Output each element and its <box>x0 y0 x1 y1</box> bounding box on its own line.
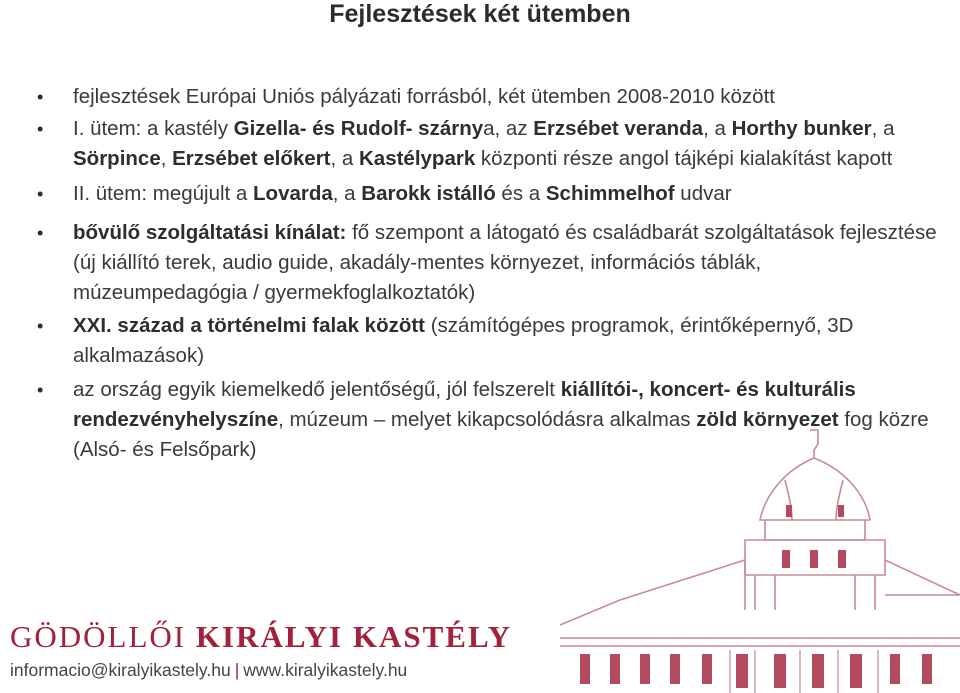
bullet-text: és a <box>495 182 546 205</box>
bullet-emphasis: Horthy bunker <box>731 117 872 140</box>
bullet-emphasis: Sörpince <box>73 147 161 170</box>
bullet-text: II. ütem: megújult a <box>73 182 254 205</box>
logo-contacts <box>10 659 512 681</box>
bullet-text: fő szempont a látogató és családbarát szolgáltatások fejlesztése (új kiállító terek, audio guide, akadály-mentes környezet, információs táblák, múzeumpedagógia / gyermekfoglalkoztatók) <box>73 221 937 304</box>
bullet-emphasis: Schimmelhof <box>545 182 675 205</box>
bullet-emphasis: Erzsébet előkert <box>172 147 331 170</box>
bullet-text: , a <box>703 117 732 140</box>
brand-logo <box>10 619 512 681</box>
email-link[interactable]: informacio@kiralyikastely.hu <box>10 660 231 680</box>
bullet-emphasis: XXI. század a történelmi falak között <box>73 314 426 337</box>
bullet-item <box>37 82 937 112</box>
bullet-text: , a <box>871 117 895 140</box>
bullet-emphasis: Kastélypark <box>359 147 476 170</box>
bullet-text: I. ütem: a kastély <box>73 117 234 140</box>
bullet-item <box>37 311 937 371</box>
contact-separator: | <box>234 660 240 680</box>
bullet-emphasis: bővülő szolgáltatási kínálat: <box>73 221 347 244</box>
logo-name-part2: KIRÁLYI KASTÉLY <box>195 619 513 654</box>
logo-name <box>10 619 512 655</box>
bullet-text: fog közre (Alsó- és Felsőpark) <box>73 408 929 461</box>
bullet-emphasis: kiállítói-, koncert- és kulturális rendezvényhelyszíne <box>73 378 856 431</box>
bullet-text: (számítógépes programok, érintőképernyő, 3D alkalmazások) <box>73 314 854 367</box>
bullet-text: fejlesztések Európai Uniós pályázati forrásból, két ütemben 2008-2010 között <box>73 85 775 108</box>
bullet-text: udvar <box>674 182 732 205</box>
bullet-text: , múzeum – melyet kikapcsolódásra alkalmas <box>278 408 697 431</box>
bullet-emphasis: Barokk istálló <box>361 182 496 205</box>
bullet-text: , <box>160 147 173 170</box>
bullet-text: , a <box>330 147 359 170</box>
bullet-list <box>37 82 937 465</box>
palace-drawing <box>560 410 960 693</box>
bullet-text: , a <box>332 182 362 205</box>
bullet-text: a, az <box>483 117 534 140</box>
slide-title: Fejlesztések két ütemben <box>329 0 631 28</box>
bullet-emphasis: zöld környezet <box>696 408 839 431</box>
logo-name-part1: GÖDÖLLŐI <box>10 619 187 654</box>
bullet-emphasis: Gizella- és Rudolf- szárny <box>233 117 484 140</box>
bullet-item <box>37 114 937 174</box>
bullet-emphasis: Erzsébet veranda <box>533 117 704 140</box>
bullet-emphasis: Lovarda <box>253 182 333 205</box>
bullet-text: központi része angol tájképi kialakítást kapott <box>475 147 893 170</box>
bullet-item <box>37 218 937 308</box>
bullet-text: az ország egyik kiemelkedő jelentőségű, jól felszerelt <box>73 378 561 401</box>
website-link[interactable]: www.kiralyikastely.hu <box>243 660 408 680</box>
bullet-item <box>37 179 937 209</box>
